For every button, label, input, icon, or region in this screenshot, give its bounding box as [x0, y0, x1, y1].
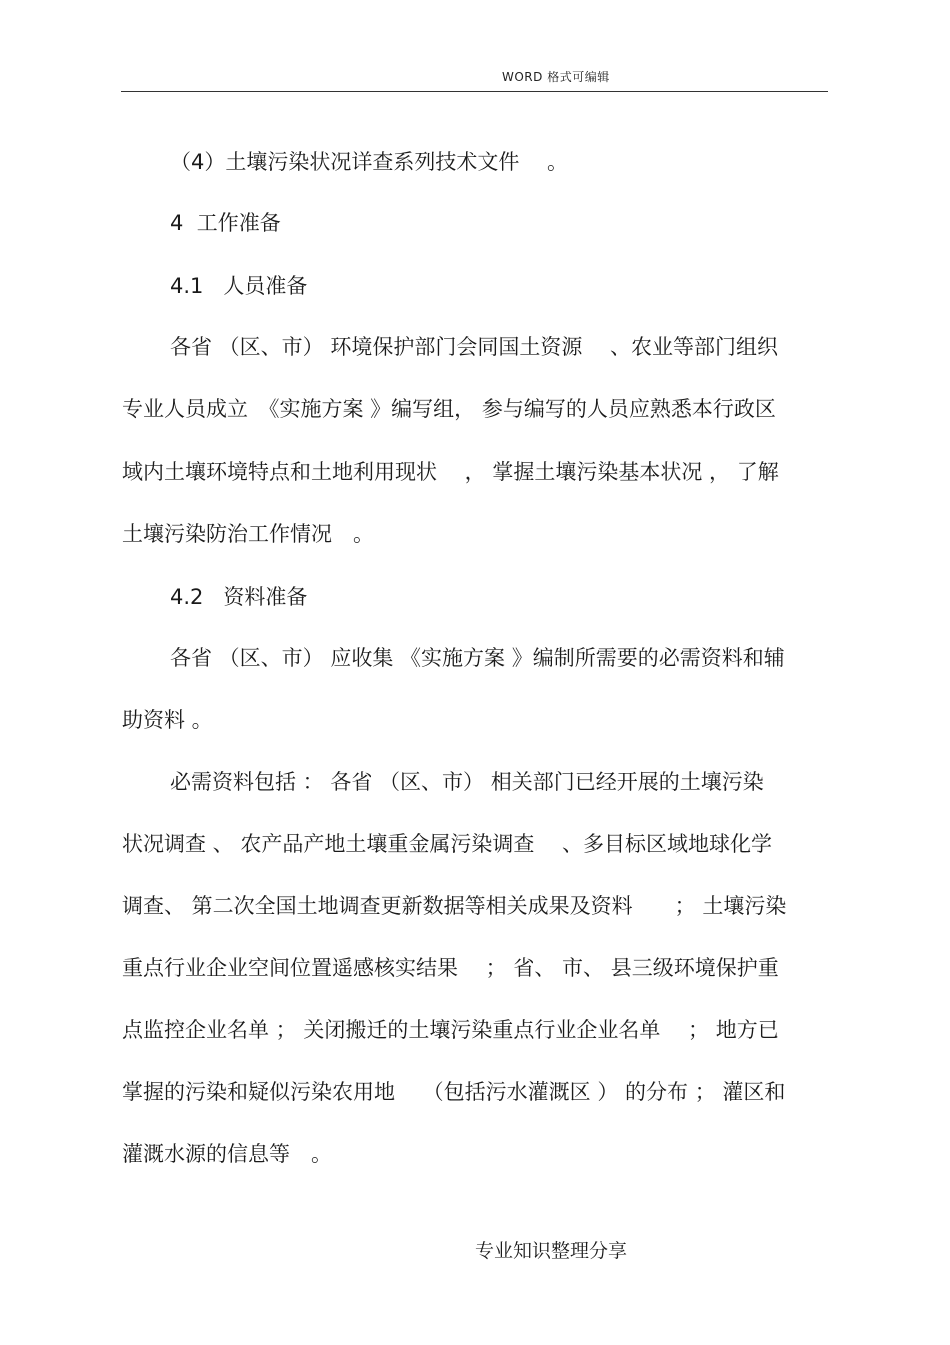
- paragraph-line: 掌握的污染和疑似污染农用地 （包括污水灌溉区 ） 的分布 ； 灌区和: [122, 1080, 786, 1104]
- paragraph-line: 必需资料包括 ： 各省 （区、市） 相关部门已经开展的土壤污染: [170, 770, 764, 794]
- paragraph-line: 调查、 第二次全国土地调查更新数据等相关成果及资料 ； 土壤污染: [122, 894, 787, 918]
- paragraph-line: 助资料 。: [122, 708, 213, 732]
- header-label: WORD 格式可编辑: [502, 70, 610, 84]
- paragraph-line: 状况调查 、 农产品产地土壤重金属污染调查 、多目标区域地球化学: [122, 832, 773, 856]
- paragraph-line: 各省 （区、市） 应收集 《实施方案 》编制所需要的必需资料和辅: [170, 646, 785, 670]
- page-footer: 专业知识整理分享: [475, 1240, 628, 1262]
- paragraph-line: 灌溉水源的信息等 。: [122, 1142, 332, 1166]
- paragraph-line: 各省 （区、市） 环境保护部门会同国土资源 、农业等部门组织: [170, 335, 779, 359]
- paragraph-line: 土壤污染防治工作情况 。: [122, 522, 374, 546]
- paragraph-line: 点监控企业名单 ； 关闭搬迁的土壤污染重点行业企业名单 ； 地方已: [122, 1018, 779, 1042]
- paragraph-line: 专业人员成立 《实施方案 》编写组， 参与编写的人员应熟悉本行政区: [122, 397, 776, 421]
- list-item-4: （4）土壤污染状况详查系列技术文件 。: [170, 150, 569, 174]
- subsection-heading-4-1: 4.1 人员准备: [170, 274, 308, 298]
- paragraph-line: 重点行业企业空间位置遥感核实结果 ； 省、 市、 县三级环境保护重: [122, 956, 779, 980]
- section-heading-4: 4 工作准备: [170, 211, 281, 235]
- header-divider: [121, 91, 828, 92]
- paragraph-line: 域内土壤环境特点和土地利用现状 ， 掌握土壤污染基本状况 ， 了解: [122, 460, 779, 484]
- subsection-heading-4-2: 4.2 资料准备: [170, 585, 308, 609]
